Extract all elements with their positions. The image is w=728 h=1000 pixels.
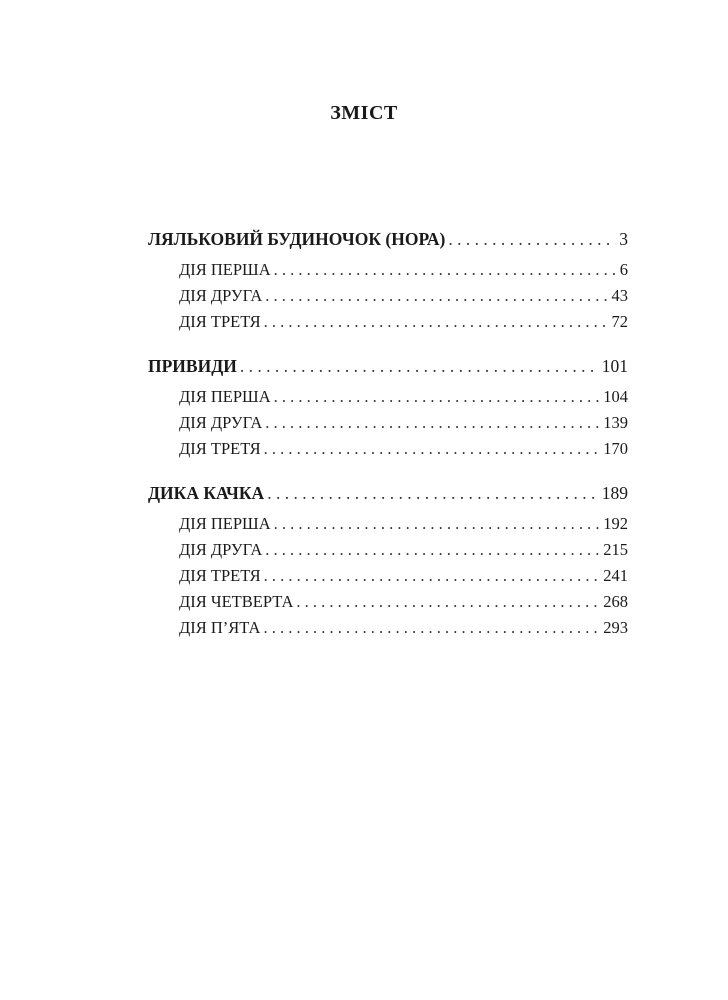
toc-act-entry[interactable]	[148, 436, 628, 462]
dot-leader	[265, 537, 600, 563]
page-title: ЗМІСТ	[330, 102, 398, 124]
dot-leader	[274, 384, 601, 410]
toc-act-title: ДІЯ ЧЕТВЕРТА	[179, 592, 294, 611]
toc-act-entry[interactable]	[148, 537, 628, 563]
toc-page-number: 101	[601, 356, 628, 376]
toc-page-number: 6	[619, 260, 628, 279]
dot-leader	[265, 283, 608, 309]
dot-leader	[267, 480, 599, 506]
toc-act-title: ДІЯ ПЕРША	[179, 514, 271, 533]
dot-leader	[274, 511, 601, 537]
toc-act-title: ДІЯ ДРУГА	[179, 413, 263, 432]
toc-section-title: ЛЯЛЬКОВИЙ БУДИНОЧОК (НОРА)	[148, 229, 446, 249]
toc-page-number: 170	[603, 439, 628, 458]
toc-page-number: 215	[603, 540, 628, 559]
toc-act-entry[interactable]	[148, 615, 628, 641]
dot-leader	[296, 589, 600, 615]
table-of-contents	[148, 226, 628, 659]
toc-page-number: 192	[603, 514, 628, 533]
toc-section	[148, 480, 628, 641]
toc-act-entry[interactable]	[148, 309, 628, 335]
toc-page-number: 72	[611, 312, 628, 331]
toc-act-title: ДІЯ ПЕРША	[179, 260, 271, 279]
dot-leader	[448, 226, 616, 252]
toc-act-title: ДІЯ ТРЕТЯ	[179, 312, 261, 331]
toc-page-number: 189	[601, 483, 628, 503]
toc-act-entry[interactable]	[148, 384, 628, 410]
toc-act-entry[interactable]	[148, 563, 628, 589]
dot-leader	[264, 563, 601, 589]
toc-act-entry[interactable]	[148, 511, 628, 537]
toc-page-number: 139	[603, 413, 628, 432]
toc-act-title: ДІЯ ДРУГА	[179, 540, 263, 559]
dot-leader	[264, 436, 601, 462]
toc-act-title: ДІЯ П’ЯТА	[179, 618, 261, 637]
toc-section-title: ПРИВИДИ	[148, 356, 237, 376]
toc-section-entry[interactable]	[148, 226, 628, 252]
toc-section-entry[interactable]	[148, 353, 628, 379]
dot-leader	[240, 353, 599, 379]
toc-section	[148, 353, 628, 462]
toc-page-number: 268	[603, 592, 628, 611]
toc-act-entry[interactable]	[148, 283, 628, 309]
toc-act-title: ДІЯ ТРЕТЯ	[179, 566, 261, 585]
dot-leader	[265, 410, 600, 436]
toc-act-title: ДІЯ ДРУГА	[179, 286, 263, 305]
toc-section	[148, 226, 628, 335]
toc-act-entry[interactable]	[148, 257, 628, 283]
toc-page-number: 104	[603, 387, 628, 406]
toc-section-entry[interactable]	[148, 480, 628, 506]
toc-page-number: 3	[619, 229, 628, 249]
toc-page-number: 293	[603, 618, 628, 637]
toc-page-number: 43	[611, 286, 628, 305]
dot-leader	[263, 615, 600, 641]
dot-leader	[264, 309, 609, 335]
toc-act-entry[interactable]	[148, 410, 628, 436]
dot-leader	[274, 257, 617, 283]
toc-section-title: ДИКА КАЧКА	[148, 483, 265, 503]
toc-act-entry[interactable]	[148, 589, 628, 615]
toc-page-number: 241	[603, 566, 628, 585]
toc-act-title: ДІЯ ПЕРША	[179, 387, 271, 406]
toc-act-title: ДІЯ ТРЕТЯ	[179, 439, 261, 458]
